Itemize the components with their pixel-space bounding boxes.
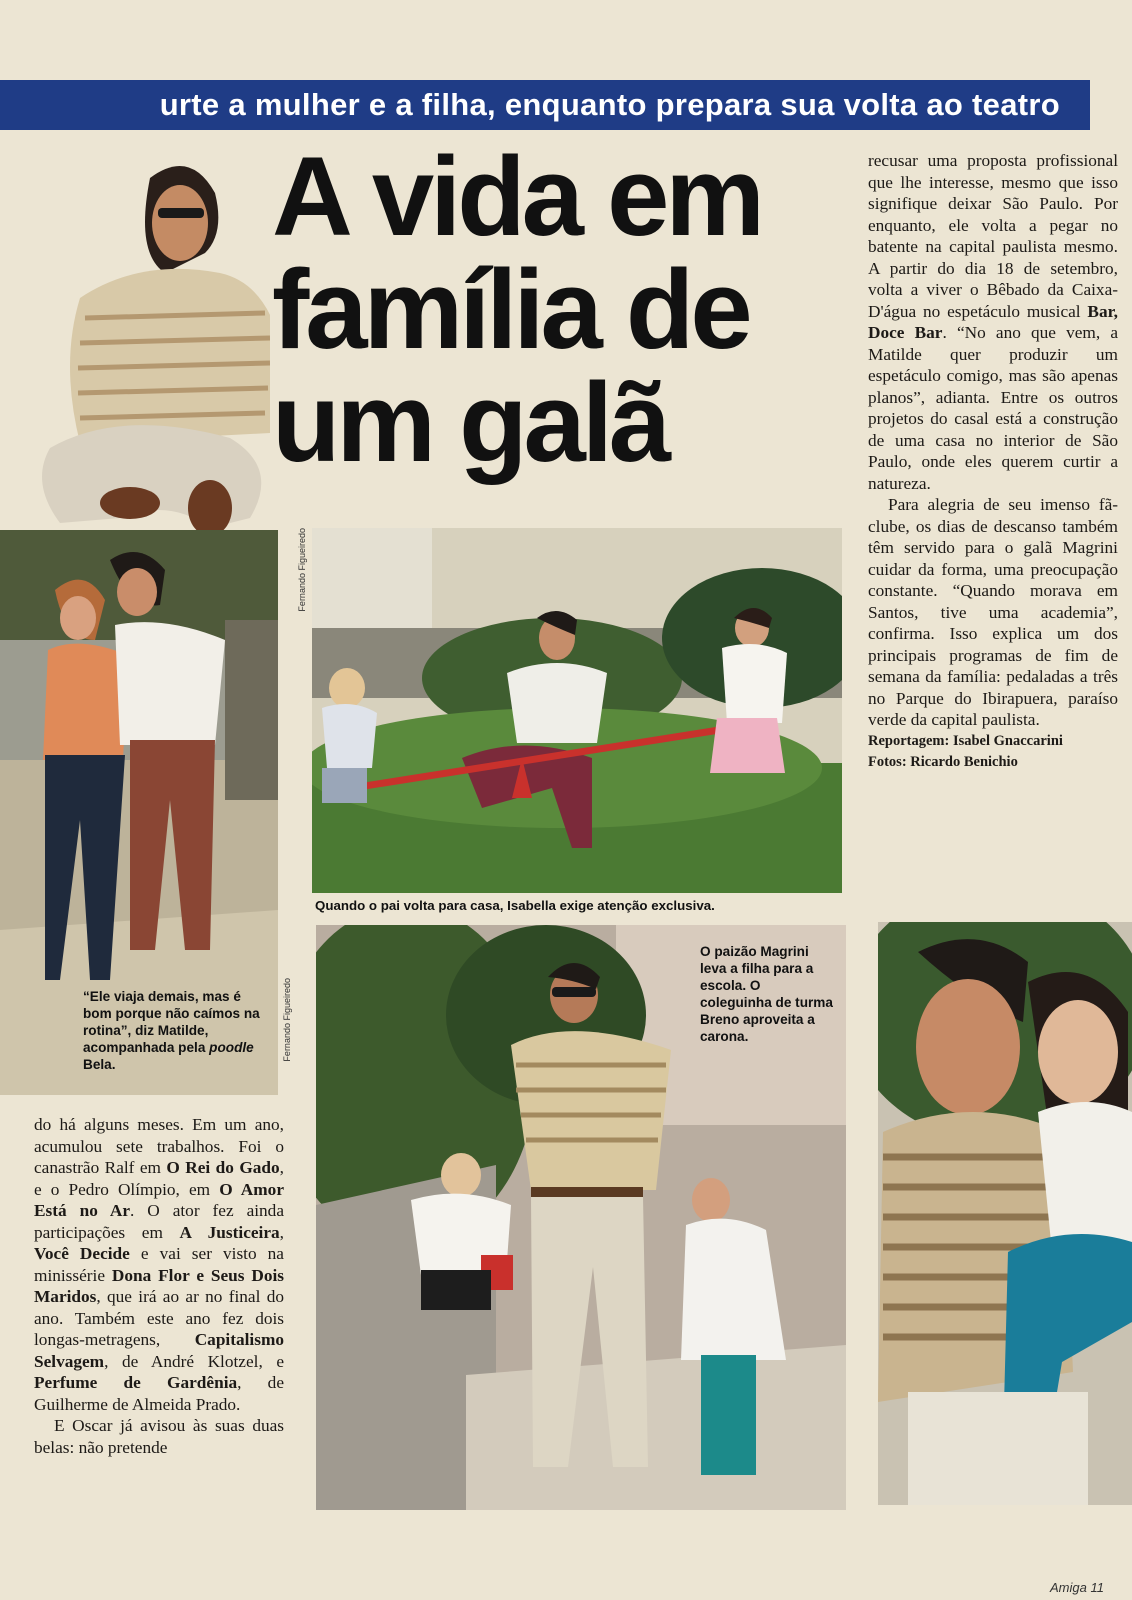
photo-credit: Fernando Figueiredo [282,978,292,1062]
photo-seesaw [312,528,842,893]
paragraph: Para alegria de seu imenso fã-clube, os dias de descanso também têm servido para o galã Magrini cuidar da forma, uma preocupação constante. “Quando morava em Santos, tive uma academia”, confirma. Isso explica um dos principais programas de fim de semana da família: pedaladas a três no Parque do Ibirapuera, paraíso verde da capital paulista. [868,495,1118,729]
photo-credit: Fernando Figueiredo [297,528,307,612]
headline-line-2: família de [272,247,749,372]
caption-seesaw: Quando o pai volta para casa, Isabella exige atenção exclusiva. [315,898,715,913]
caption-couple: “Ele viaja demais, mas é bom porque não caímos na rotina”, diz Matilde, acompanhada pela poodle Bela. [83,989,260,1072]
paragraph: E Oscar já avisou às suas duas belas: não pretende [34,1416,284,1457]
headline [272,134,832,485]
caption-school-walk: O paizão Magrini leva a filha para a escola. O coleguinha de turma Breno aproveita a carona. [700,944,833,1044]
credit-report: Reportagem: Isabel Gnaccarini [868,732,1063,749]
banner-text: urte a mulher e a filha, enquanto prepara sua volta ao teatro [159,87,1060,122]
paragraph: recusar uma proposta profissional que lhe interesse, mesmo que isso signifique deixar São Paulo. Por enquanto, ele volta a pegar no batente na capital paulista mesmo. A partir do dia 18 de setembro, volta a viver o Bêbado da Caixa-D'água no espetáculo musical Bar, Doce Bar. “No ano que vem, a Matilde quer produzir um espetáculo comigo, mas são apenas planos”, adianta. Entre os outros projetos do casal está a construção de uma casa no interior de São Paulo, onde eles querem curtir a natureza. [868,151,1119,493]
page-folio: Amiga 11 [1050,1580,1104,1595]
photo-hug [878,922,1132,1505]
article-column-right [868,150,1118,773]
article-column-left [34,1114,284,1458]
photo-crouching-man [30,148,270,543]
section-banner [0,80,1090,130]
credit-photos: Fotos: Ricardo Benichio [868,753,1018,770]
headline-line-3: um galã [272,360,668,485]
headline-line-1: A vida em [272,134,761,259]
paragraph: do há alguns meses. Em um ano, acumulou sete trabalhos. Foi o canastrão Ralf em O Rei do Gado, e o Pedro Olímpio, em O Amor Está no Ar. O ator fez ainda participações em A Justiceira, Você Decide e vai ser visto na minissérie Dona Flor e Seus Dois Maridos, que irá ao ar no final do ano. Também este ano fez dois longas-metragens, Capitalismo Selvagem, de André Klotzel, e Perfume de Gardênia, de Guilherme de Almeida Prado. [34,1115,284,1414]
